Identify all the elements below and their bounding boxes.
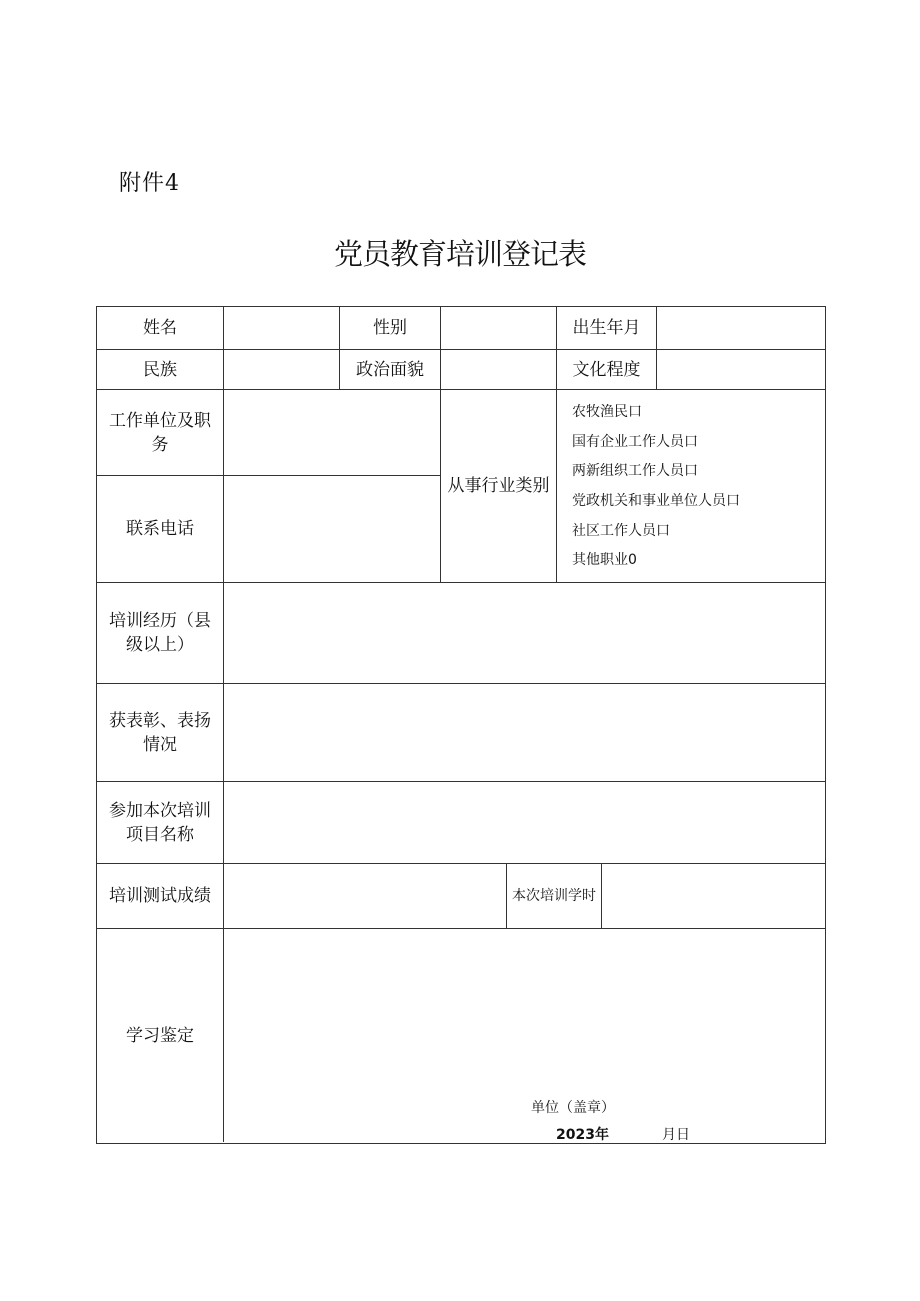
training-hours-field[interactable] — [602, 864, 824, 928]
birth-date-label: 出生年月 — [572, 318, 641, 338]
attachment-number: 附件4 — [119, 171, 180, 196]
training-project-field[interactable] — [224, 782, 824, 863]
phone-field[interactable] — [224, 476, 440, 582]
awards-field[interactable] — [224, 684, 824, 781]
study-appraisal-label: 学习鉴定 — [126, 1025, 194, 1046]
industry-option-government[interactable]: 党政机关和事业单位人员口 — [572, 493, 740, 509]
date-year: 2023年 — [556, 1127, 609, 1143]
industry-option-community[interactable]: 社区工作人员口 — [572, 523, 670, 539]
name-label: 姓名 — [143, 318, 177, 338]
political-status-field[interactable] — [441, 350, 556, 389]
study-appraisal-field[interactable] — [224, 929, 824, 1079]
work-unit-field[interactable] — [224, 390, 440, 475]
industry-option-farmer[interactable]: 农牧渔民口 — [572, 404, 642, 420]
test-score-label: 培训测试成绩 — [109, 886, 211, 906]
awards-label: 获表彰、表扬情况 — [109, 710, 211, 755]
training-history-label: 培训经历（县级以上） — [109, 611, 211, 655]
gender-field[interactable] — [441, 307, 556, 349]
test-score-field[interactable] — [224, 864, 506, 928]
phone-label: 联系电话 — [126, 519, 194, 539]
education-field[interactable] — [657, 350, 824, 389]
form-title: 党员教育培训登记表 — [333, 237, 586, 271]
education-label: 文化程度 — [572, 359, 641, 380]
name-field[interactable] — [224, 307, 339, 349]
training-project-label: 参加本次培训项目名称 — [109, 800, 211, 845]
birth-date-field[interactable] — [657, 307, 824, 349]
gender-label: 性别 — [373, 318, 407, 338]
industry-category-label: 从事行业类别 — [447, 476, 550, 496]
industry-option-new-organization[interactable]: 两新组织工作人员口 — [572, 463, 698, 479]
industry-option-state-enterprise[interactable]: 国有企业工作人员口 — [572, 434, 698, 450]
ethnicity-label: 民族 — [143, 359, 177, 380]
training-hours-label: 本次培训学时 — [512, 888, 596, 904]
ethnicity-field[interactable] — [224, 350, 339, 389]
work-unit-label: 工作单位及职务 — [109, 410, 211, 455]
training-history-field[interactable] — [224, 583, 824, 683]
date-month-day: 月日 — [662, 1127, 690, 1143]
political-status-label: 政治面貌 — [356, 359, 424, 380]
unit-seal-label: 单位（盖章） — [531, 1100, 615, 1116]
industry-option-other[interactable]: 其他职业0 — [572, 552, 637, 568]
